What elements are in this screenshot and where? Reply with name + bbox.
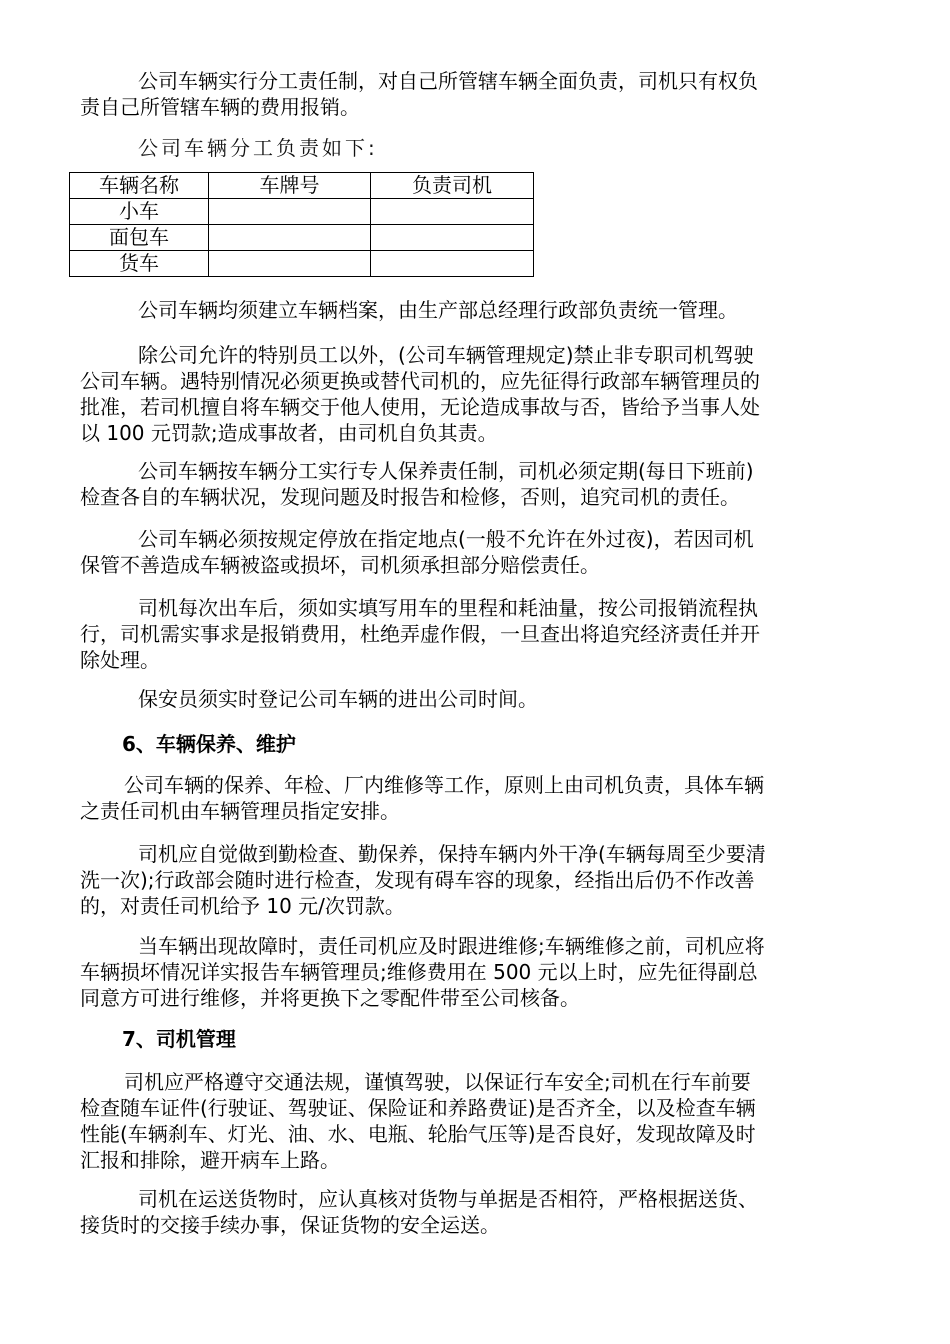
text-line: 之责任司机由车辆管理员指定安排。: [80, 799, 400, 823]
paragraph-security: [80, 686, 880, 712]
paragraph-driver-rule: [80, 342, 880, 446]
text-line: 司机应严格遵守交通法规，谨慎驾驶，以保证行车安全;司机在行车前要: [124, 1070, 751, 1094]
text-line: 同意方可进行维修，并将更换下之零配件带至公司核备。: [80, 986, 580, 1010]
paragraph-maintenance-duty: [80, 458, 880, 510]
text-line: 车辆损坏情况详实报告车辆管理员;维修费用在 500 元以上时，应先征得副总: [80, 960, 758, 984]
paragraph-archive: [80, 297, 880, 323]
text-line: 性能(车辆刹车、灯光、油、水、电瓶、轮胎气压等)是否良好，发现故障及时: [80, 1122, 756, 1146]
paragraph-responsibility: [80, 68, 880, 120]
text-line: 公司车辆的保养、年检、厂内维修等工作，原则上由司机负责，具体车辆: [124, 773, 764, 797]
text-line: 司机每次出车后，须如实填写用车的里程和耗油量，按公司报销流程执: [138, 596, 758, 620]
table-row: [70, 251, 534, 277]
text-line: 公司车辆。遇特别情况必须更换或替代司机的，应先征得行政部车辆管理员的: [80, 369, 760, 393]
text-line: 批准，若司机擅自将车辆交于他人使用，无论造成事故与否，皆给予当事人处: [80, 395, 760, 419]
paragraph-cargo: [80, 1186, 880, 1238]
text-line: 汇报和排除，避开病车上路。: [80, 1148, 340, 1172]
table-cell: [371, 225, 534, 251]
text-line: 公司车辆均须建立车辆档案，由生产部总经理行政部负责统一管理。: [138, 298, 738, 322]
paragraph-mileage: [80, 595, 880, 673]
paragraph-driving-safety: [80, 1069, 880, 1173]
table-cell: [209, 225, 371, 251]
text-line: 接货时的交接手续办事，保证货物的安全运送。: [80, 1213, 500, 1237]
table-header-row: [70, 173, 534, 199]
table-header-cell: 负责司机: [371, 173, 534, 199]
table-header-cell: 车辆名称: [70, 173, 209, 199]
text-line: 责自己所管辖车辆的费用报销。: [80, 95, 360, 119]
table-cell: [371, 251, 534, 277]
table-cell: [209, 199, 371, 225]
text-line: 检查随车证件(行驶证、驾驶证、保险证和养路费证)是否齐全，以及检查车辆: [80, 1096, 756, 1120]
text-line: 当车辆出现故障时，责任司机应及时跟进维修;车辆维修之前，司机应将: [138, 934, 765, 958]
table-cell: [209, 251, 371, 277]
text-line: 洗一次);行政部会随时进行检查，发现有碍车容的现象，经指出后仍不作改善: [80, 868, 755, 892]
table-cell: 面包车: [70, 225, 209, 251]
paragraph-cleaning: [80, 841, 880, 919]
table-cell: 货车: [70, 251, 209, 277]
vehicle-assignment-table: [69, 172, 534, 277]
table-row: [70, 225, 534, 251]
text-line: 以 100 元罚款;造成事故者，由司机自负其责。: [80, 421, 498, 445]
text-line: 保安员须实时登记公司车辆的进出公司时间。: [138, 687, 538, 711]
text-line: 保管不善造成车辆被盗或损坏，司机须承担部分赔偿责任。: [80, 553, 600, 577]
text-line: 公司车辆按车辆分工实行专人保养责任制，司机必须定期(每日下班前): [138, 459, 754, 483]
text-line: 司机应自觉做到勤检查、勤保养，保持车辆内外干净(车辆每周至少要清: [138, 842, 766, 866]
text-line: 除公司允许的特别员工以外，(公司车辆管理规定)禁止非专职司机驾驶: [138, 343, 754, 367]
text-line: 检查各自的车辆状况，发现问题及时报告和检修，否则，追究司机的责任。: [80, 485, 740, 509]
text-line: 司机在运送货物时，应认真核对货物与单据是否相符，严格根据送货、: [138, 1187, 758, 1211]
table-cell: 小车: [70, 199, 209, 225]
section-heading-7: 7、司机管理: [122, 1027, 236, 1051]
text-line: 除处理。: [80, 648, 160, 672]
paragraph-parking: [80, 526, 880, 578]
text-line: 公司车辆必须按规定停放在指定地点(一般不允许在外过夜)，若因司机: [138, 527, 754, 551]
paragraph-repair: [80, 933, 880, 1011]
table-row: [70, 199, 534, 225]
text-line: 行，司机需实事求是报销费用，杜绝弄虚作假，一旦查出将追究经济责任并开: [80, 622, 760, 646]
table-header-cell: 车牌号: [209, 173, 371, 199]
text-line: 的，对责任司机给予 10 元/次罚款。: [80, 894, 405, 918]
text-line: 公司车辆实行分工责任制，对自己所管辖车辆全面负责，司机只有权负: [138, 69, 758, 93]
section-heading-6: 6、车辆保养、维护: [122, 732, 296, 756]
table-cell: [371, 199, 534, 225]
table-intro: 公司车辆分工负责如下:: [138, 136, 378, 160]
paragraph-maintenance: [80, 772, 880, 824]
